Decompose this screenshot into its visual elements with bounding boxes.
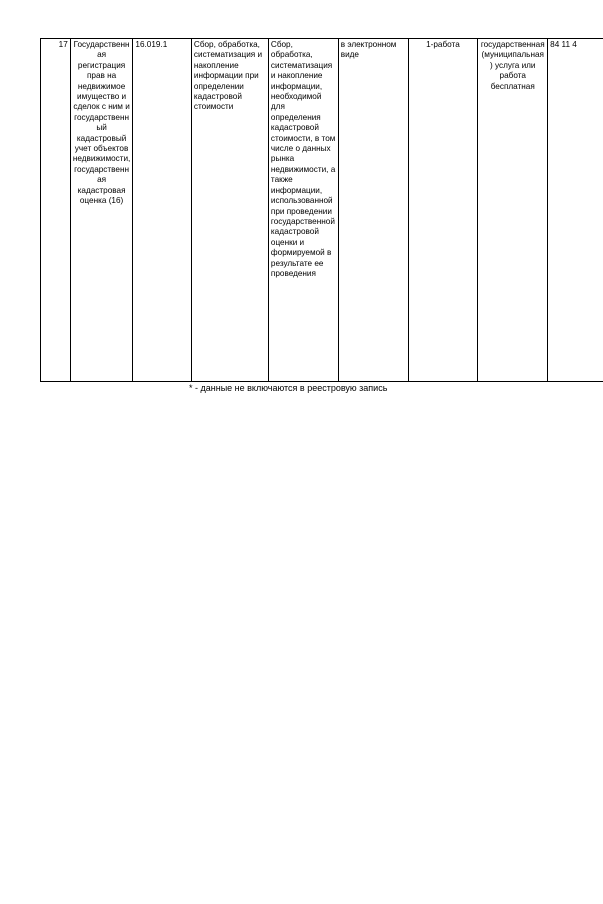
registry-table [40,38,603,382]
service-type-cell: 1-работа [408,39,478,382]
service-content-cell: Сбор, обработка, систематизация и накопление информации при определении кадастровой стоимости [191,39,268,382]
row-number: 17 [41,39,71,382]
service-code-cell: 16.019.1 [133,39,192,382]
delivery-form-cell: в электронном виде [338,39,408,382]
service-detail-cell: Сбор, обработка, систематизация и накопление информации, необходимой для определения кадастровой стоимости, в том числе о данных рынка недвижимости, а также информации, использованной при проведении государственной кадастровой оценки и формируемой в результате ее проведения [268,39,338,382]
footnote: * - данные не включаются в реестровую запись [189,383,388,393]
table-row [41,39,603,382]
okved-code-cell: 84 11 4 [548,39,603,382]
payment-status-cell: государственная (муниципальная) услуга или работа бесплатная [478,39,548,382]
service-name-cell: Государственная регистрация прав на недвижимое имущество и сделок с ним и государственный кадастровый учет объектов недвижимости, государственная кадастровая оценка (16) [70,39,133,382]
